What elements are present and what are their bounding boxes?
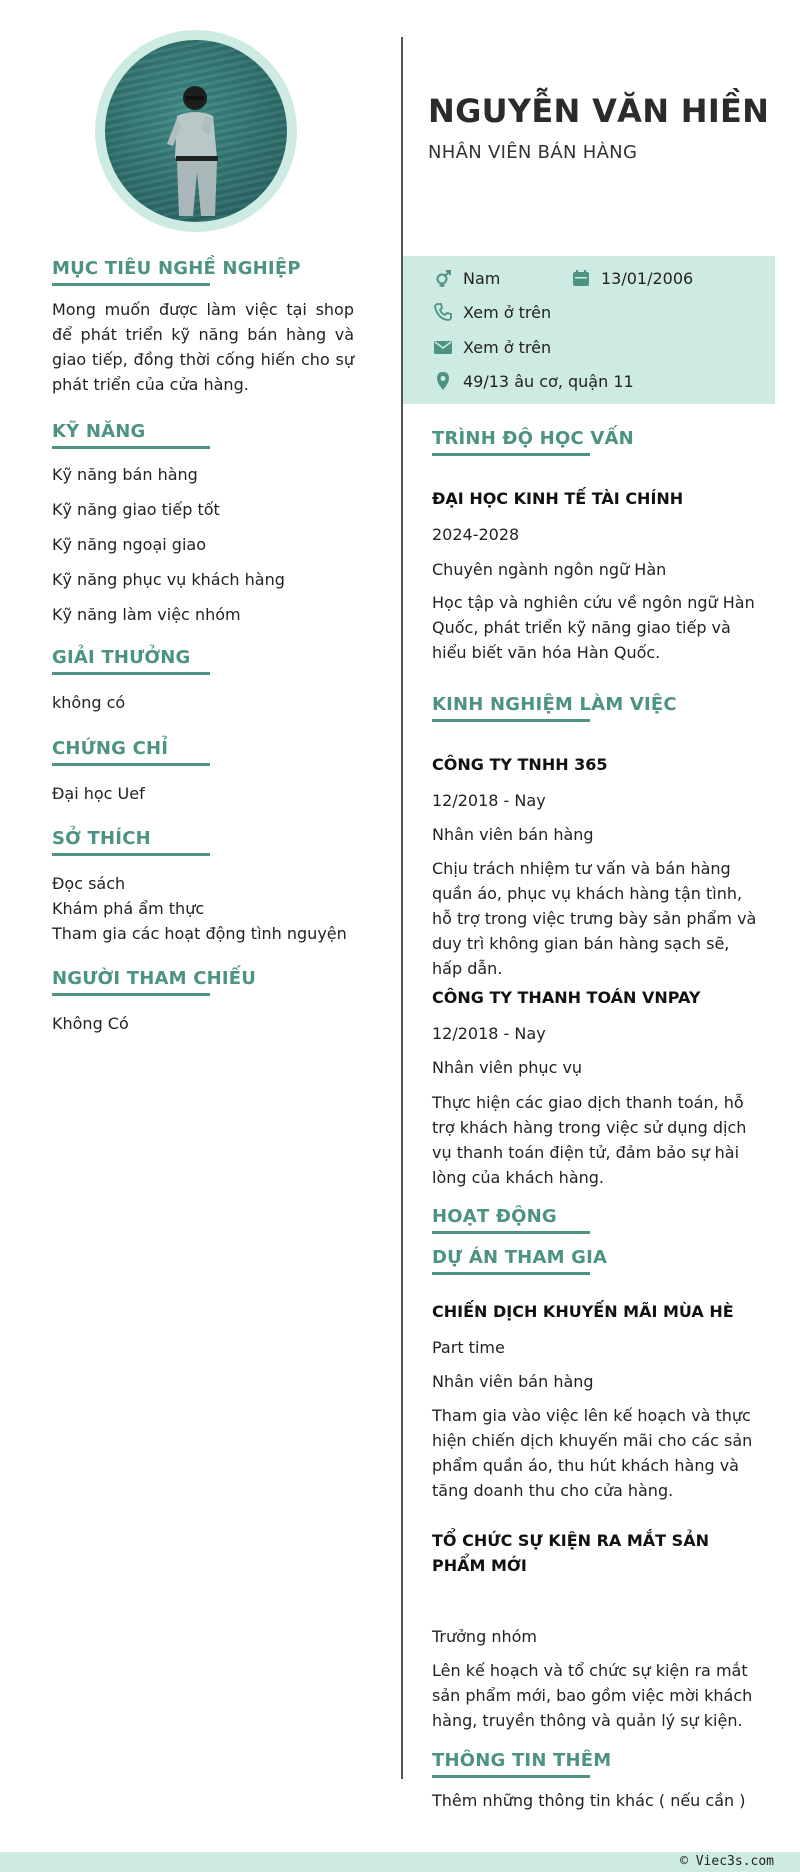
education-title: TRÌNH ĐỘ HỌC VẤN [432,428,762,453]
gender-value: Nam [463,268,501,288]
job-position: Nhân viên bán hàng [432,825,594,844]
job-period: 12/2018 - Nay [432,791,546,810]
additional-text: Thêm những thông tin khác ( nếu cần ) [432,1791,746,1810]
activities-section [432,1206,762,1231]
gender-row [433,268,500,288]
birthday-row [571,268,693,288]
skills-section [52,421,354,639]
hobbies-title: SỞ THÍCH [52,828,354,853]
references-section [52,968,354,1036]
job-company: CÔNG TY THANH TOÁN VNPAY [432,988,701,1007]
project-role: Nhân viên bán hàng [432,1372,594,1391]
job-description: Thực hiện các giao dịch thanh toán, hỗ trợ khách hàng trong việc sử dụng dịch vụ thanh toán điện tử, đảm bảo sự hài lòng của khách hàng. [432,1093,747,1187]
job-position: Nhân viên phục vụ [432,1058,583,1077]
activities-title: HOẠT ĐỘNG [432,1206,762,1231]
email-value: Xem ở trên [463,337,552,357]
project-description: Tham gia vào việc lên kế hoạch và thực hiện chiến dịch khuyến mãi cho các sản phẩm quần áo, thu hút khách hàng và tăng doanh thu cho cửa hàng. [432,1406,753,1500]
references-title: NGƯỜI THAM CHIẾU [52,968,354,993]
awards-section [52,647,354,715]
job-period: 12/2018 - Nay [432,1024,546,1043]
awards-text: không có [52,693,126,712]
project-name: TỔ CHỨC SỰ KIỆN RA MẮT SẢN PHẨM MỚI [432,1531,709,1575]
hobby-item: Khám phá ẩm thực [52,899,205,918]
objective-title: MỤC TIÊU NGHỀ NGHIỆP [52,258,354,283]
hobby-item: Đọc sách [52,874,126,893]
candidate-name: NGUYỄN VĂN HIỀN [428,92,770,130]
skill-item: Kỹ năng làm việc nhóm [52,605,241,624]
candidate-role: NHÂN VIÊN BÁN HÀNG [428,142,638,163]
project-role: Trưởng nhóm [432,1627,537,1646]
projects-section [432,1247,762,1730]
objective-text: Mong muốn được làm việc tại shop để phát triển kỹ năng bán hàng và giao tiếp, đồng thời cống hiến cho sự phát triển của cửa hàng. [52,300,354,394]
skills-list [52,464,354,639]
avatar-ring [95,30,297,232]
phone-row [433,302,551,322]
experience-title: KINH NGHIỆM LÀM VIỆC [432,694,762,719]
projects-title: DỰ ÁN THAM GIA [432,1247,762,1272]
skills-title: KỸ NĂNG [52,421,354,446]
awards-title: GIẢI THƯỞNG [52,647,354,672]
avatar [105,40,287,222]
avatar-person-icon [105,40,287,222]
address-row [433,371,634,391]
education-section [432,428,762,662]
additional-section [432,1750,762,1810]
hobby-item: Tham gia các hoạt động tình nguyện [52,924,347,943]
skill-item: Kỹ năng phục vụ khách hàng [52,570,285,589]
phone-icon [433,302,453,322]
skill-item: Kỹ năng ngoại giao [52,535,206,554]
certificates-section [52,738,354,806]
project-period: Part time [432,1338,505,1357]
certificates-title: CHỨNG CHỈ [52,738,354,763]
hobbies-list [52,871,354,946]
email-row [433,337,551,357]
additional-title: THÔNG TIN THÊM [432,1750,762,1775]
education-description: Học tập và nghiên cứu về ngôn ngữ Hàn Quốc, phát triển kỹ năng giao tiếp và hiểu biết văn hóa Hàn Quốc. [432,593,755,662]
hobbies-section [52,828,354,946]
address-value: 49/13 âu cơ, quận 11 [463,371,634,391]
objective-section [52,258,354,397]
project-name: CHIẾN DỊCH KHUYẾN MÃI MÙA HÈ [432,1302,734,1321]
project-description: Lên kế hoạch và tổ chức sự kiện ra mắt sản phẩm mới, bao gồm việc mời khách hàng, truyền thông và quản lý sự kiện. [432,1661,753,1730]
education-school: ĐẠI HỌC KINH TẾ TÀI CHÍNH [432,489,684,508]
skill-item: Kỹ năng bán hàng [52,465,198,484]
envelope-icon [433,337,453,357]
references-text: Không Có [52,1014,129,1033]
birthday-value: 13/01/2006 [601,268,694,288]
experience-section [432,694,762,1187]
footer-bar [0,1852,800,1872]
contact-box [403,256,775,404]
certificates-text: Đại học Uef [52,784,145,803]
job-description: Chịu trách nhiệm tư vấn và bán hàng quần áo, phục vụ khách hàng tận tình, hỗ trợ trong việc trưng bày sản phẩm và duy trì không gian bán hàng sạch sẽ, hấp dẫn. [432,859,757,978]
left-column [0,0,400,1800]
education-period: 2024-2028 [432,525,520,544]
phone-value: Xem ở trên [463,302,552,322]
skill-item: Kỹ năng giao tiếp tốt [52,500,220,519]
job-company: CÔNG TY TNHH 365 [432,755,608,774]
location-pin-icon [433,371,453,391]
gender-icon [433,268,453,288]
watermark-text: © Viec3s.com [680,1854,774,1869]
education-major: Chuyên ngành ngôn ngữ Hàn [432,560,667,579]
calendar-icon [571,268,591,288]
